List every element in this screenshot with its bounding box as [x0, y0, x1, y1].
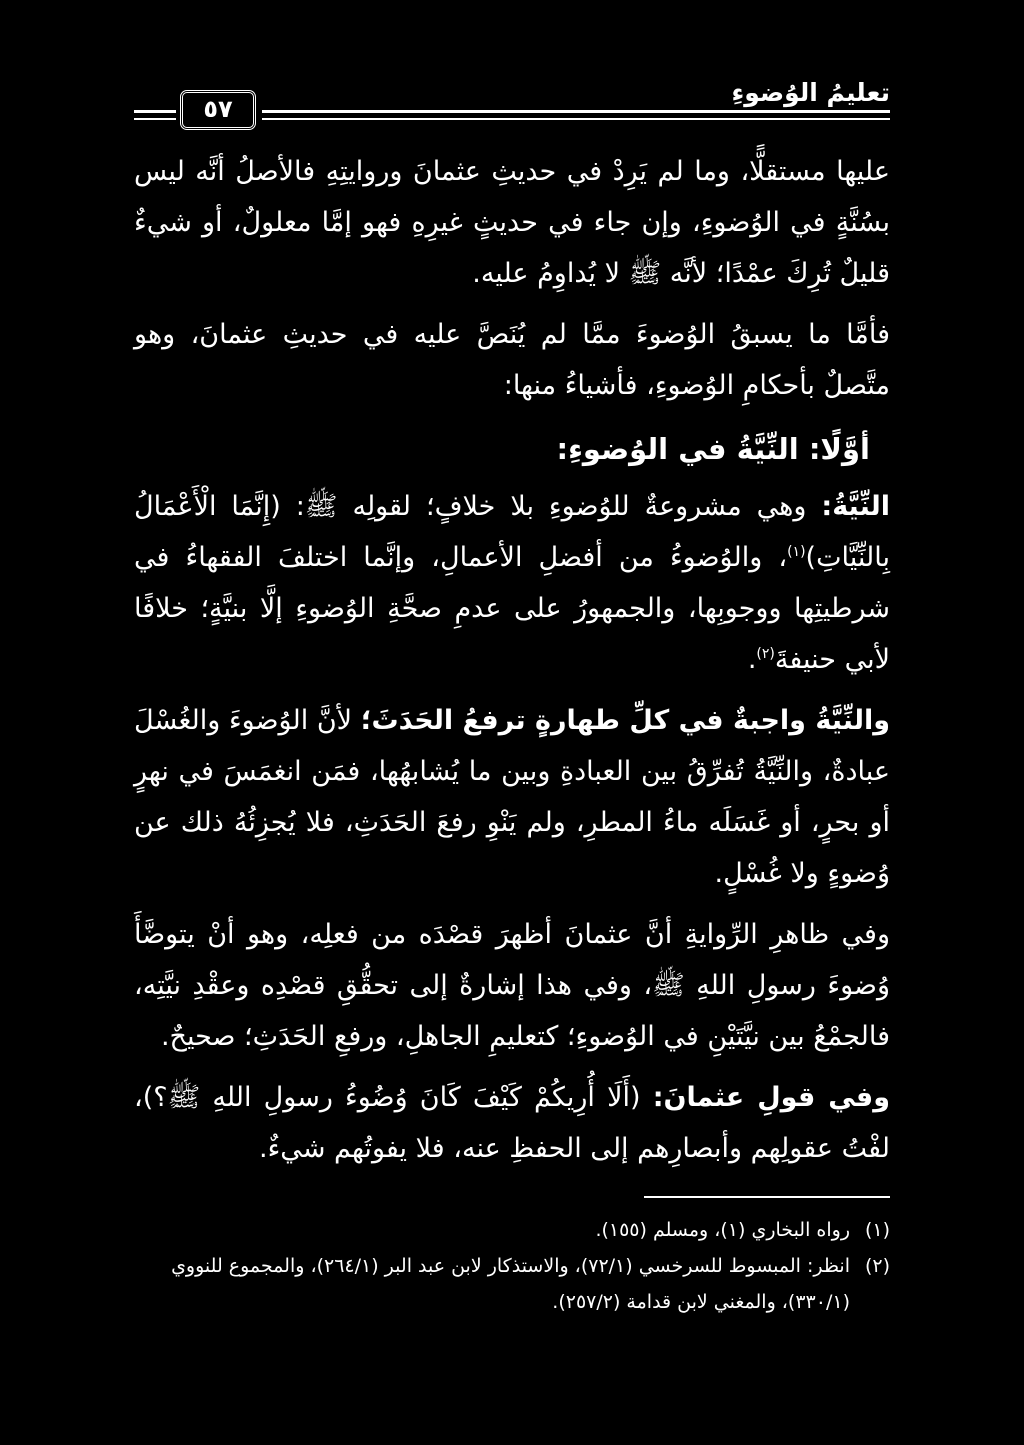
paragraph-niyyah-text-b: ، والوُضوءُ من أفضلِ الأعمالِ، وإنَّما اختلفَ الفقهاءُ في شرطيتِها ووجوبِها، والجمهورُ على عدمِ صحَّةِ الوُضوءِ إلَّا بنيَّةٍ؛ خلافًا لأبي حنيفةَ [134, 542, 890, 675]
header-rule-short [134, 110, 176, 120]
footnote-text: انظر: المبسوط للسرخسي (٧٢/١)، والاستذكار لابن عبد البر (٢٦٤/١)، والمجموع للنووي (٣٣٠/١)، والمغني لابن قدامة (٢٥٧/٢). [171, 1255, 850, 1313]
footnote-1 [134, 1212, 890, 1248]
footnote-number: (٢) [864, 1255, 890, 1277]
paragraph-uthman-saying-text: (أَلَا أُرِيكُمْ كَيْفَ كَانَ وُضُوءُ رسولِ اللهِ ﷺ؟)، لفْتُ عقولِهم وأبصارِهم إلى الحفظِ عنه، فلا يفوتُهم شيءٌ. [134, 1082, 890, 1164]
term-obligation: والنِّيَّةُ واجبةٌ في كلِّ طهارةٍ ترفعُ الحَدَثَ؛ [360, 705, 890, 736]
term-uthman-saying: وفي قولِ عثمانَ: [652, 1082, 890, 1113]
header-rule [262, 110, 890, 120]
footnote-2 [134, 1248, 890, 1320]
footnote-ref-1[interactable]: (١) [787, 544, 806, 560]
paragraph-2: فأمَّا ما يسبقُ الوُضوءَ ممَّا لم يُنَصَّ عليه في حديثِ عثمانَ، وهو متَّصلٌ بأحكامِ الوُضوءِ، فأشياءُ منها: [134, 319, 890, 401]
footnote-ref-2[interactable]: (٢) [756, 646, 775, 662]
paragraph-niyyah-end: . [747, 644, 757, 675]
paragraph-uthman-saying [134, 1072, 890, 1174]
term-niyyah: النِّيَّةُ: [821, 491, 890, 522]
paragraph-narration: وفي ظاهرِ الرِّوايةِ أنَّ عثمانَ أظهرَ قصْدَه من فعلِه، وهو أنْ يتوضَّأَ وُضوءَ رسولِ اللهِ ﷺ، وفي هذا إشارةٌ إلى تحقُّقِ قصْدِه وعقْدِ نيَّتِه، فالجمْعُ بين نيَّتَيْنِ في الوُضوءِ؛ كتعليمِ الجاهلِ، ورفعِ الحَدَثِ؛ صحيحٌ. [134, 919, 890, 1052]
paragraph-1: عليها مستقلًّا، وما لم يَرِدْ في حديثِ عثمانَ وروايتِهِ فالأصلُ أنَّه ليس بسُنَّةٍ في الوُضوءِ، وإن جاء في حديثٍ غيرِهِ فهو إمَّا معلولٌ، أو شيءٌ قليلٌ تُرِكَ عمْدًا؛ لأنَّه ﷺ لا يُداوِمُ عليه. [134, 156, 890, 289]
footnote-number: (١) [864, 1219, 890, 1241]
header-title: تعليمُ الوُضوءِ [731, 78, 890, 107]
footnote-text: رواه البخاري (١)، ومسلم (١٥٥). [595, 1219, 850, 1241]
main-text [134, 146, 890, 1180]
page-number: ٥٧ [180, 90, 256, 130]
running-header [134, 76, 890, 126]
footnotes [134, 1212, 890, 1320]
section-heading: أوَّلًا: النِّيَّةُ في الوُضوءِ: [556, 432, 870, 466]
book-page [134, 76, 890, 1376]
footnote-separator [644, 1196, 890, 1198]
paragraph-niyyah [134, 481, 890, 685]
paragraph-niyyah-text-a: وهي مشروعةٌ للوُضوءِ بلا خلافٍ؛ لقولِه ﷺ: (إِنَّمَا الْأَعْمَالُ بِالنِّيَّاتِ) [134, 491, 890, 573]
paragraph-obligation [134, 695, 890, 899]
paragraph-obligation-text: لأنَّ الوُضوءَ والغُسْلَ عبادةٌ، والنِّيَّةُ تُفرِّقُ بين العبادةِ وبين ما يُشابهُها، فمَن انغمَسَ في نهرٍ أو بحرٍ، أو غَسَلَه ماءُ المطرِ، ولم يَنْوِ رفعَ الحَدَثِ، فلا يُجزِئُهُ ذلك عن وُضوءٍ ولا غُسْلٍ. [134, 705, 890, 889]
